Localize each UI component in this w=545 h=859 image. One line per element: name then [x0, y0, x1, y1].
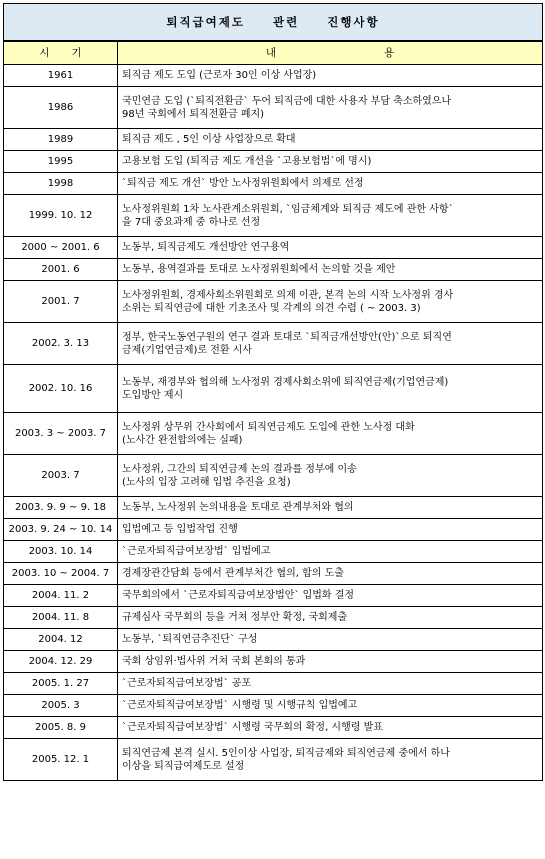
row-content — [118, 717, 543, 739]
row-date: 1961 — [4, 65, 118, 87]
row-content-line: 입법예고 등 입법작업 진행 — [122, 524, 238, 535]
table-row — [4, 607, 543, 629]
row-content-line: 퇴직연금제 본격 실시. 5인이상 사업장, 퇴직금제와 퇴직연금제 중에서 하나 — [122, 747, 450, 759]
row-content-line: 국회 상임위·법사위 거쳐 국회 본회의 통과 — [122, 656, 306, 667]
table-row — [4, 237, 543, 259]
column-header-content — [118, 41, 543, 65]
row-content-line: 국민연금 도입 (`퇴직전환금` 두어 퇴직금에 대한 사용자 부담 축소하였으나 — [122, 95, 452, 107]
table-title — [4, 4, 543, 42]
row-date: 1986 — [4, 87, 118, 129]
row-content-line: 노사정위원회 1차 노사관계소위원회, `임금체계와 퇴직금 제도에 관한 사항` — [122, 203, 454, 215]
table-row — [4, 541, 543, 563]
row-content — [118, 563, 543, 585]
row-date: 2003. 10. 14 — [4, 541, 118, 563]
table-row — [4, 519, 543, 541]
row-date: 2001. 6 — [4, 259, 118, 281]
title-part-3: 진행사항 — [327, 14, 380, 29]
row-content — [118, 541, 543, 563]
row-date: 1999. 10. 12 — [4, 195, 118, 237]
row-content — [118, 413, 543, 455]
row-content — [118, 195, 543, 237]
row-content-line: 금제(기업연금제)로 전환 시사 — [122, 344, 253, 356]
row-content — [118, 497, 543, 519]
table-row — [4, 455, 543, 497]
row-content-line: 퇴직금 제도 , 5인 이상 사업장으로 확대 — [122, 134, 296, 145]
timeline-table — [3, 3, 543, 781]
table-row — [4, 195, 543, 237]
title-part-1: 퇴직급여제도 — [166, 14, 245, 29]
table-row — [4, 413, 543, 455]
row-date: 2004. 12. 29 — [4, 651, 118, 673]
row-date: 2005. 1. 27 — [4, 673, 118, 695]
row-date: 1989 — [4, 129, 118, 151]
row-content — [118, 87, 543, 129]
table-row — [4, 259, 543, 281]
row-content-line: 98년 국회에서 퇴직전환금 폐지) — [122, 108, 265, 120]
table-row — [4, 739, 543, 781]
row-date: 2003. 3 ~ 2003. 7 — [4, 413, 118, 455]
table-row — [4, 151, 543, 173]
row-content — [118, 129, 543, 151]
table-row — [4, 651, 543, 673]
row-content — [118, 237, 543, 259]
row-date: 2004. 11. 8 — [4, 607, 118, 629]
row-content — [118, 455, 543, 497]
row-date: 2005. 3 — [4, 695, 118, 717]
table-row — [4, 365, 543, 413]
row-content-line: 고용보험 도입 (퇴직금 제도 개선을 `고용보험법`에 명시) — [122, 156, 372, 167]
row-content-line: 규제심사 국무회의 등을 거쳐 정부안 확정, 국회제출 — [122, 612, 348, 623]
row-content — [118, 323, 543, 365]
row-content — [118, 281, 543, 323]
row-content — [118, 519, 543, 541]
row-content — [118, 695, 543, 717]
row-content-line: 이상을 퇴직급여제도로 설정 — [122, 760, 245, 772]
row-content-line: 국무회의에서 `근로자퇴직급여보장법안` 입법화 결정 — [122, 590, 355, 601]
row-content — [118, 651, 543, 673]
row-content-line: (노사의 입장 고려해 입법 추진을 요청) — [122, 476, 291, 488]
row-date: 2004. 11. 2 — [4, 585, 118, 607]
row-date: 2005. 8. 9 — [4, 717, 118, 739]
row-content-line: 노동부, `퇴직연금추진단` 구성 — [122, 634, 258, 645]
table-row — [4, 695, 543, 717]
row-content — [118, 151, 543, 173]
row-content-line: 노사정위원회, 경제사회소위원회로 의제 이관, 본격 논의 시작 노사정위 경사 — [122, 289, 454, 301]
table-row — [4, 717, 543, 739]
row-content — [118, 259, 543, 281]
row-content — [118, 173, 543, 195]
row-content — [118, 673, 543, 695]
row-date: 2004. 12 — [4, 629, 118, 651]
row-date: 2002. 3. 13 — [4, 323, 118, 365]
row-date: 2003. 9. 9 ~ 9. 18 — [4, 497, 118, 519]
row-date: 1995 — [4, 151, 118, 173]
row-content-line: 노동부, 퇴직금제도 개선방안 연구용역 — [122, 242, 290, 253]
column-header-date-label: 시기 — [39, 46, 104, 59]
row-content-line: 노사정위 상무위 간사회에서 퇴직연금제도 도입에 관한 노사정 대화 — [122, 421, 415, 433]
table-row — [4, 563, 543, 585]
row-content-line: `근로자퇴직급여보장법` 시행령 및 시행규칙 입법예고 — [122, 700, 358, 711]
row-content-line: `근로자퇴직급여보장법` 시행령 국무회의 확정, 시행령 발표 — [122, 722, 383, 733]
row-date: 1998 — [4, 173, 118, 195]
table-row — [4, 281, 543, 323]
row-content-line: `근로자퇴직급여보장법` 입법예고 — [122, 546, 271, 557]
row-content-line: 노사정위, 그간의 퇴직연금제 논의 결과를 정부에 이송 — [122, 463, 357, 475]
column-header-content-label: 내용 — [265, 46, 503, 59]
table-row — [4, 497, 543, 519]
row-date: 2000 ~ 2001. 6 — [4, 237, 118, 259]
row-content-line: `퇴직금 제도 개선` 방안 노사정위원회에서 의제로 선정 — [122, 178, 364, 189]
table-row — [4, 65, 543, 87]
title-row — [4, 4, 543, 42]
row-content — [118, 739, 543, 781]
row-content-line: 경제장관간담회 등에서 관계부처간 협의, 합의 도출 — [122, 568, 344, 579]
row-date: 2003. 7 — [4, 455, 118, 497]
title-part-2: 관련 — [273, 14, 300, 29]
row-content-line: 정부, 한국노동연구원의 연구 결과 토대로 `퇴직금개선방안(안)`으로 퇴직연 — [122, 331, 452, 343]
table-row — [4, 323, 543, 365]
row-content-line: 노동부, 노사정위 논의내용을 토대로 관계부처와 협의 — [122, 502, 354, 513]
row-content — [118, 607, 543, 629]
header-row — [4, 41, 543, 65]
row-content-line: `근로자퇴직급여보장법` 공포 — [122, 678, 252, 689]
row-date: 2002. 10. 16 — [4, 365, 118, 413]
row-content-line: 소위는 퇴직연금에 대한 기초조사 및 각계의 의견 수렴 ( ~ 2003. 3) — [122, 302, 421, 314]
row-date: 2003. 10 ~ 2004. 7 — [4, 563, 118, 585]
table-row — [4, 87, 543, 129]
row-content-line: (노사간 완전합의에는 실패) — [122, 434, 243, 446]
row-content — [118, 629, 543, 651]
row-content-line: 도입방안 제시 — [122, 389, 184, 401]
table-row — [4, 629, 543, 651]
row-content-line: 퇴직금 제도 도입 (근로자 30인 이상 사업장) — [122, 70, 317, 81]
row-content-line: 을 7대 중요과제 중 하나로 선정 — [122, 216, 261, 228]
row-date: 2005. 12. 1 — [4, 739, 118, 781]
table-row — [4, 585, 543, 607]
row-content — [118, 365, 543, 413]
table-row — [4, 129, 543, 151]
table-row — [4, 673, 543, 695]
row-content-line: 노동부, 재경부와 협의해 노사정위 경제사회소위에 퇴직연금제(기업연금제) — [122, 376, 449, 388]
row-content — [118, 585, 543, 607]
row-date: 2003. 9. 24 ~ 10. 14 — [4, 519, 118, 541]
column-header-date — [4, 41, 118, 65]
row-content — [118, 65, 543, 87]
row-date: 2001. 7 — [4, 281, 118, 323]
row-content-line: 노동부, 용역결과를 토대로 노사정위원회에서 논의할 것을 제안 — [122, 264, 396, 275]
table-row — [4, 173, 543, 195]
